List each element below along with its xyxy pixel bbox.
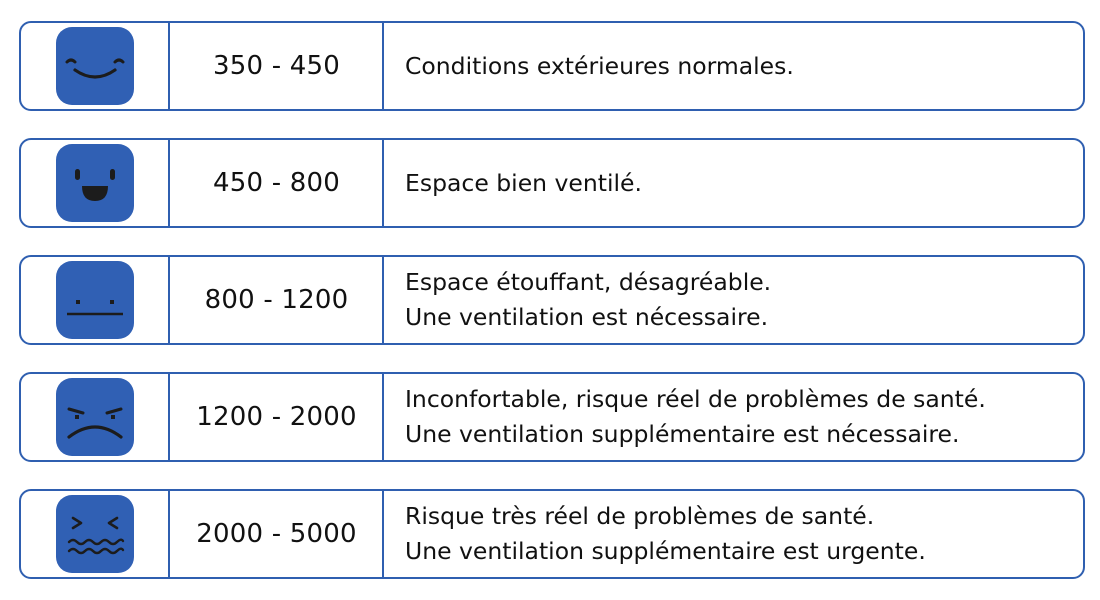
column-divider xyxy=(382,23,384,109)
nauseated-face-icon xyxy=(55,494,135,574)
co2-level-row xyxy=(19,372,1085,462)
description-line: Espace bien ventilé. xyxy=(405,168,642,197)
description xyxy=(405,23,1073,109)
co2-level-row xyxy=(19,138,1085,228)
column-divider xyxy=(168,374,170,460)
description xyxy=(405,374,1073,460)
icon-cell xyxy=(21,491,168,577)
description-line: Une ventilation est nécessaire. xyxy=(405,303,769,331)
co2-level-row xyxy=(19,489,1085,579)
neutral-face-icon xyxy=(55,260,135,340)
description-line: Risque très réel de problèmes de santé. xyxy=(405,502,875,530)
column-divider xyxy=(168,23,170,109)
column-divider xyxy=(382,257,384,343)
frowning-face-icon xyxy=(55,377,135,457)
column-divider xyxy=(382,491,384,577)
column-divider xyxy=(168,257,170,343)
description-line: Une ventilation supplémentaire est nécessaire. xyxy=(405,420,960,448)
column-divider xyxy=(168,140,170,226)
co2-range: 450 - 800 xyxy=(213,168,340,198)
icon-cell xyxy=(21,257,168,343)
description-line: Inconfortable, risque réel de problèmes de santé. xyxy=(405,385,986,413)
column-divider xyxy=(382,140,384,226)
co2-level-row xyxy=(19,21,1085,111)
description-line: Conditions extérieures normales. xyxy=(405,51,794,80)
co2-range: 2000 - 5000 xyxy=(196,519,357,549)
co2-range: 1200 - 2000 xyxy=(196,402,357,432)
description xyxy=(405,491,1073,577)
open-mouth-smile-face-icon xyxy=(55,143,135,223)
happy-smile-face-icon xyxy=(55,26,135,106)
description-line: Une ventilation supplémentaire est urgente. xyxy=(405,537,926,565)
description xyxy=(405,257,1073,343)
icon-cell xyxy=(21,374,168,460)
description-line: Espace étouffant, désagréable. xyxy=(405,268,772,296)
co2-range: 350 - 450 xyxy=(213,51,340,81)
co2-range: 800 - 1200 xyxy=(204,285,349,315)
column-divider xyxy=(382,374,384,460)
icon-cell xyxy=(21,23,168,109)
column-divider xyxy=(168,491,170,577)
co2-level-row xyxy=(19,255,1085,345)
description xyxy=(405,140,1073,226)
icon-cell xyxy=(21,140,168,226)
